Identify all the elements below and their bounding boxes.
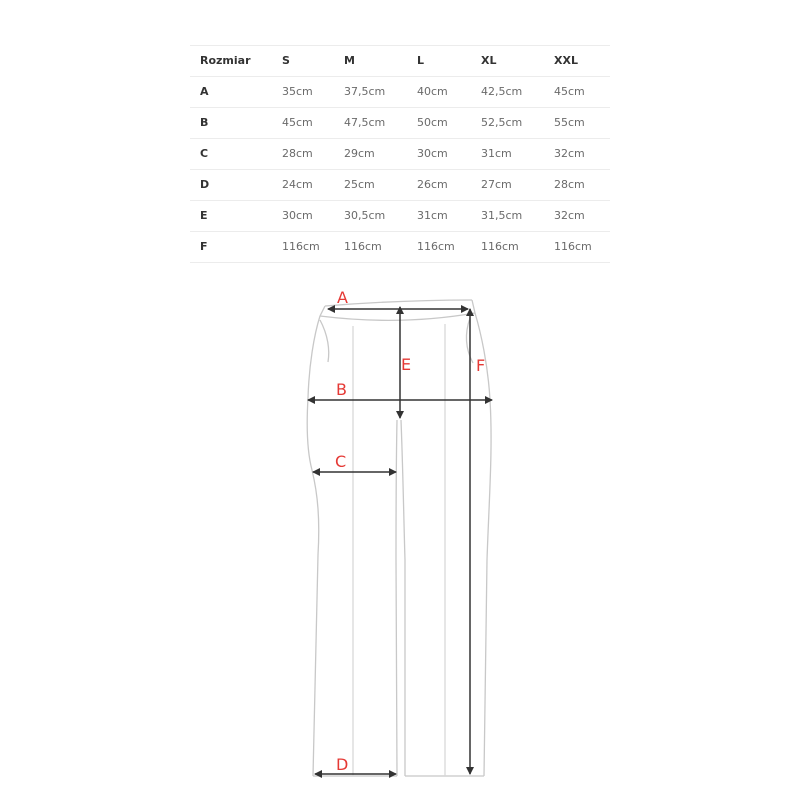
table-cell: 32cm	[554, 209, 585, 222]
table-cell: 45cm	[554, 85, 585, 98]
table-cell: 29cm	[344, 147, 375, 160]
table-cell: 35cm	[282, 85, 313, 98]
table-cell: 55cm	[554, 116, 585, 129]
header-cell-xl: XL	[481, 54, 497, 67]
row-label: A	[200, 85, 209, 98]
table-cell: 27cm	[481, 178, 512, 191]
left-outer-seam	[307, 316, 320, 776]
table-cell: 26cm	[417, 178, 448, 191]
measurement-arrows	[308, 307, 492, 774]
table-cell: 24cm	[282, 178, 313, 191]
table-cell: 116cm	[282, 240, 320, 253]
row-label: B	[200, 116, 209, 129]
table-cell: 30cm	[417, 147, 448, 160]
header-cell-xxl: XXL	[554, 54, 578, 67]
label-e: E	[401, 355, 412, 374]
header-cell-s: S	[282, 54, 290, 67]
table-cell: 28cm	[282, 147, 313, 160]
table-cell: 31,5cm	[481, 209, 523, 222]
right-waist-edge	[472, 300, 475, 313]
table-cell: 47,5cm	[344, 116, 386, 129]
label-f: F	[476, 356, 486, 375]
table-cell: 32cm	[554, 147, 585, 160]
table-cell: 45cm	[282, 116, 313, 129]
left-inseam	[396, 420, 397, 776]
table-cell: 116cm	[481, 240, 519, 253]
label-d: D	[336, 755, 349, 774]
row-label: F	[200, 240, 208, 253]
header-cell-m: M	[344, 54, 355, 67]
table-cell: 28cm	[554, 178, 585, 191]
waistband-bottom	[320, 313, 475, 320]
table-cell: 116cm	[417, 240, 455, 253]
table-cell: 50cm	[417, 116, 448, 129]
table-cell: 37,5cm	[344, 85, 386, 98]
header-cell-size: Rozmiar	[200, 54, 251, 67]
left-waist-edge	[320, 306, 325, 316]
trousers-outline	[307, 300, 491, 776]
table-cell: 40cm	[417, 85, 448, 98]
label-c: C	[335, 452, 347, 471]
row-label: C	[200, 147, 209, 160]
table-cell: 52,5cm	[481, 116, 523, 129]
label-a: A	[337, 288, 348, 307]
table-cell: 25cm	[344, 178, 375, 191]
measurement-labels	[335, 288, 485, 774]
table-cell: 42,5cm	[481, 85, 523, 98]
left-pocket	[320, 320, 329, 362]
header-cell-l: L	[417, 54, 425, 67]
table-cell: 31cm	[417, 209, 448, 222]
row-label: E	[200, 209, 208, 222]
right-inseam	[401, 420, 405, 776]
table-cell: 30,5cm	[344, 209, 386, 222]
table-cell: 31cm	[481, 147, 512, 160]
row-label: D	[200, 178, 210, 191]
table-cell: 116cm	[554, 240, 592, 253]
label-b: B	[336, 380, 347, 399]
table-cell: 116cm	[344, 240, 382, 253]
right-outer-seam	[475, 313, 491, 776]
table-cell: 30cm	[282, 209, 313, 222]
